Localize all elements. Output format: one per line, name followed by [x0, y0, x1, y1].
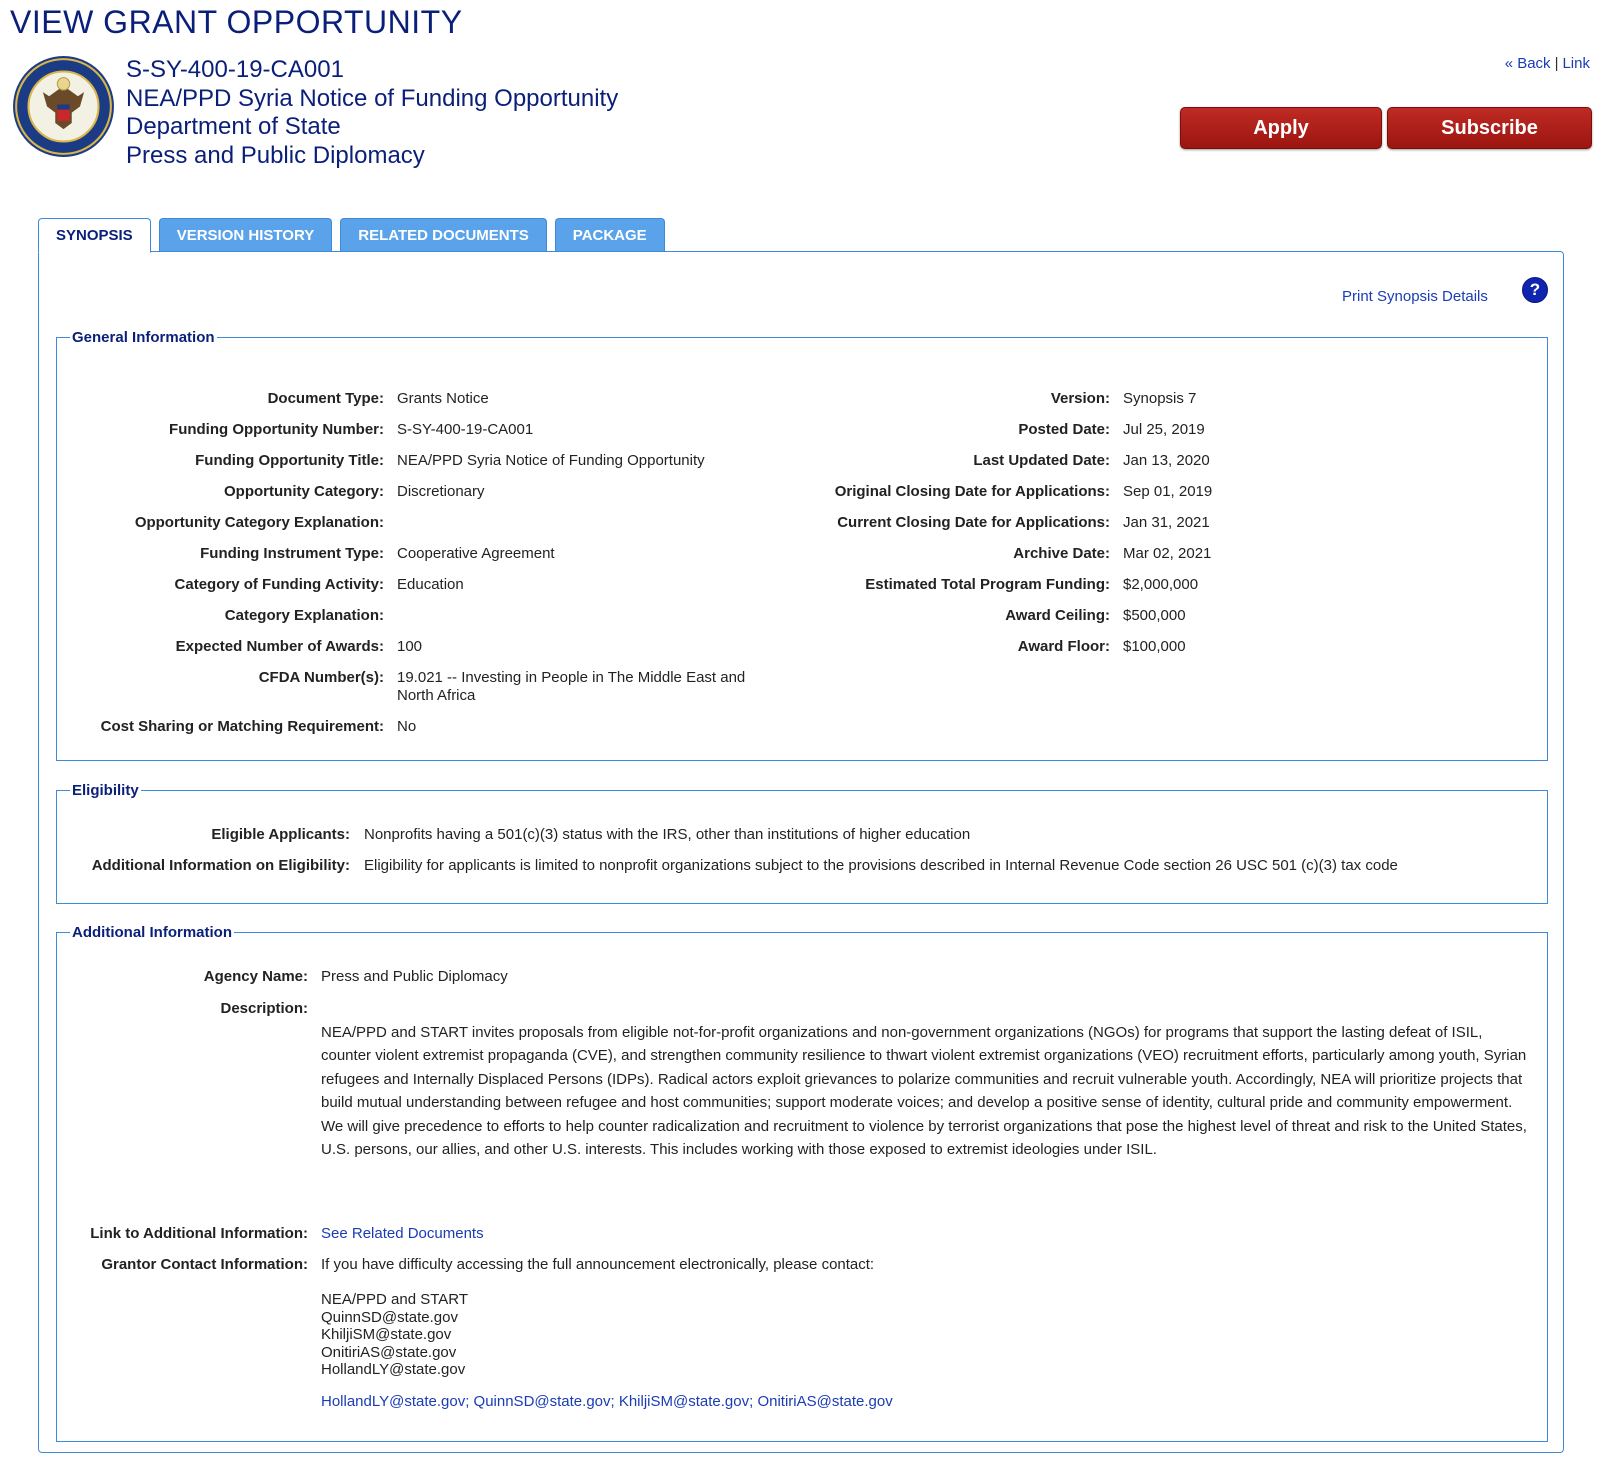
field-value: $500,000 [1123, 607, 1186, 624]
field-label: Archive Date: [1013, 545, 1110, 562]
field-value: Sep 01, 2019 [1123, 483, 1213, 500]
department-of-state-seal-icon [12, 55, 115, 158]
field-label: Document Type: [267, 390, 384, 407]
field-label: Award Ceiling: [1005, 607, 1110, 624]
field-value: Cooperative Agreement [397, 545, 555, 562]
additional-eligibility-label: Additional Information on Eligibility: [91, 857, 350, 874]
field-value: $100,000 [1123, 638, 1186, 655]
permalink-link[interactable]: Link [1562, 55, 1590, 72]
contact-line: KhiljiSM@state.gov [321, 1326, 452, 1343]
field-value: Grants Notice [397, 390, 489, 407]
agency-name: Press and Public Diplomacy [126, 141, 425, 169]
tab-related-documents[interactable]: RELATED DOCUMENTS [340, 218, 547, 251]
eligibility-legend: Eligibility [72, 782, 139, 799]
field-value: Jul 25, 2019 [1123, 421, 1205, 438]
apply-button[interactable]: Apply [1180, 107, 1382, 149]
field-label: Funding Opportunity Number: [169, 421, 384, 438]
field-label: Expected Number of Awards: [175, 638, 384, 655]
tab-version-history[interactable]: VERSION HISTORY [159, 218, 333, 251]
link-separator: | [1554, 55, 1559, 72]
description-text: NEA/PPD and START invites proposals from eligible not-for-profit organizations and non-government organizations (NGOs) for programs that support the lasting defeat of ISIL, counter violent extremist propaganda (CVE), and strengthen community resilience to thwart violent extremist organizations (VEO) recruitment efforts, particularly among youth, Syrian refugees and Internally Displaced Persons (IDPs). Radical actors exploit grievances to polarize communities and recruit vulnerable youth. Accordingly, NEA will prioritize projects that build mutual understanding between refugee and host communities; support moderate voices; and develop a positive sense of identity, cultural pride and community empowerment. We will give precedence to efforts to help counter radicalization and recruitment to violence by terrorist organizations that pose the highest level of threat and risk to the United States, U.S. persons, our allies, and other U.S. interests. This includes working with those exposed to extremist ideologies under ISIL. [321, 1024, 1527, 1159]
back-link[interactable]: « Back [1504, 55, 1551, 72]
field-value: Synopsis 7 [1123, 390, 1197, 407]
field-label: Award Floor: [1017, 638, 1110, 655]
field-label: Original Closing Date for Applications: [834, 483, 1110, 500]
field-value: NEA/PPD Syria Notice of Funding Opportunity [397, 452, 705, 469]
eligible-applicants-label: Eligible Applicants: [211, 826, 350, 843]
subscribe-button[interactable]: Subscribe [1387, 107, 1592, 149]
additional-information-legend: Additional Information [72, 924, 232, 941]
field-label: Funding Instrument Type: [200, 545, 384, 562]
field-value: 100 [397, 638, 423, 655]
field-label: Last Updated Date: [973, 452, 1110, 469]
link-additional-info-label: Link to Additional Information: [90, 1225, 308, 1242]
tab-package[interactable]: PACKAGE [555, 218, 665, 251]
department-name: Department of State [126, 113, 341, 140]
field-value: Jan 13, 2020 [1123, 452, 1210, 469]
eligible-applicants-value: Nonprofits having a 501(c)(3) status with the IRS, other than institutions of higher education [364, 826, 971, 843]
field-value: $2,000,000 [1123, 576, 1199, 593]
contact-emails-link[interactable]: HollandLY@state.gov; QuinnSD@state.gov; KhiljiSM@state.gov; OnitiriAS@state.gov [321, 1393, 893, 1410]
field-label: Version: [1050, 390, 1110, 407]
field-value: No [397, 718, 417, 735]
field-label: Estimated Total Program Funding: [865, 576, 1110, 593]
field-label: Opportunity Category Explanation: [134, 514, 384, 531]
field-value: Jan 31, 2021 [1123, 514, 1210, 531]
field-label: CFDA Number(s): [258, 669, 384, 686]
page-title: VIEW GRANT OPPORTUNITY [10, 4, 463, 40]
field-value: Mar 02, 2021 [1123, 545, 1212, 562]
description-label: Description: [220, 1000, 308, 1017]
field-value: 19.021 -- Investing in People in The Middle East and [397, 669, 746, 686]
field-label: Current Closing Date for Applications: [837, 514, 1110, 531]
grantor-contact-intro: If you have difficulty accessing the full announcement electronically, please contact: [321, 1256, 875, 1273]
opportunity-number: S-SY-400-19-CA001 [126, 56, 344, 83]
field-label: Category Explanation: [224, 607, 384, 624]
field-value: Education [397, 576, 464, 593]
field-label: Category of Funding Activity: [174, 576, 384, 593]
contact-line: OnitiriAS@state.gov [321, 1343, 457, 1361]
additional-eligibility-value: Eligibility for applicants is limited to nonprofit organizations subject to the provisions described in Internal Revenue Code section 26 USC 501 (c)(3) tax code [364, 857, 1398, 874]
see-related-documents-link[interactable]: See Related Documents [321, 1225, 484, 1242]
contact-lines [321, 1291, 468, 1379]
help-icon[interactable]: ? [1522, 277, 1548, 303]
field-value-continued: North Africa [397, 687, 476, 704]
print-synopsis-link[interactable]: Print Synopsis Details [1342, 288, 1488, 305]
field-label: Posted Date: [1018, 421, 1110, 438]
field-label: Opportunity Category: [224, 483, 384, 500]
field-label: Funding Opportunity Title: [195, 452, 384, 469]
agency-name-label: Agency Name: [203, 968, 308, 985]
grantor-contact-label: Grantor Contact Information: [101, 1256, 308, 1273]
opportunity-title: NEA/PPD Syria Notice of Funding Opportunity [126, 84, 619, 112]
agency-name-value: Press and Public Diplomacy [321, 968, 508, 985]
contact-line: HollandLY@state.gov [321, 1361, 466, 1378]
field-label: Cost Sharing or Matching Requirement: [100, 718, 384, 735]
general-information-legend: General Information [72, 329, 215, 346]
tab-synopsis[interactable]: SYNOPSIS [38, 218, 151, 253]
field-value: S-SY-400-19-CA001 [397, 421, 534, 438]
eligibility-section [56, 782, 1548, 904]
contact-line: NEA/PPD and START [321, 1291, 468, 1308]
field-value: Discretionary [397, 483, 485, 500]
contact-line: QuinnSD@state.gov [321, 1308, 458, 1326]
